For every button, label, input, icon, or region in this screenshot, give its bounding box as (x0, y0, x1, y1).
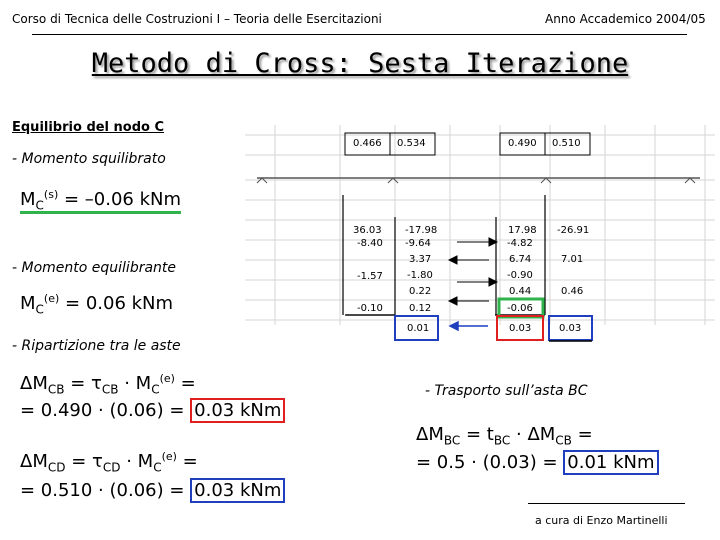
cell-d-2: 7.01 (561, 254, 584, 265)
cell-a-0: 36.03 (353, 225, 382, 236)
result-b: 0.01 (407, 323, 430, 334)
cell-c-2: 6.74 (509, 254, 532, 265)
academic-year: Anno Accademico 2004/05 (545, 12, 706, 26)
header-divider (32, 34, 687, 35)
equation-bc-line1: $\Delta M_{BC} = t_{BC} \cdot \Delta M_{CB}$ = (416, 424, 593, 448)
cell-c-1: -4.82 (507, 238, 533, 249)
cell-b-0: -17.98 (405, 225, 438, 236)
df-2: 0.534 (397, 138, 426, 149)
equation-momento-equilibrante: $M_C^{(e)} = 0.06$ kNm (20, 292, 174, 317)
result-cd: 0.03 (559, 323, 582, 334)
label-trasporto: - Trasporto sull’asta BC (425, 383, 588, 399)
cell-c-0: 17.98 (508, 225, 537, 236)
page-title: Metodo di Cross: Sesta Iterazione (91, 48, 629, 79)
cross-table-svg (245, 125, 715, 350)
equation-momento-squilibrato: $M_C^{(s)} = -0.06$ kNm (20, 188, 182, 213)
course-header: Corso di Tecnica delle Costruzioni I – Teoria delle Esercitazioni (12, 12, 382, 26)
cell-c-4: 0.44 (509, 286, 532, 297)
section-title: Equilibrio del nodo C (12, 120, 165, 135)
cd-result-box: 0.03 kNm (190, 478, 285, 503)
equation-cd-line2: = 0.510 · (0.06) = 0.03 kNm (20, 480, 285, 501)
cross-table-diagram (245, 125, 715, 350)
result-cb: 0.03 (509, 323, 532, 334)
cell-c-3: -0.90 (507, 270, 533, 281)
cell-b-3: -1.80 (407, 270, 433, 281)
cb-result-box: 0.03 kNm (190, 398, 285, 423)
cell-c-5: -0.06 (507, 303, 533, 314)
df-3: 0.490 (508, 138, 537, 149)
label-momento-equilibrante: - Momento equilibrante (12, 260, 177, 276)
cell-b-1: -9.64 (405, 238, 431, 249)
cell-b-5: 0.12 (409, 303, 432, 314)
cell-d-4: 0.46 (561, 286, 584, 297)
equation-cb-line1: $\Delta M_{CB} = \tau_{CB} \cdot M_C^{(e)}$ = (20, 372, 196, 397)
footer-credit: a cura di Enzo Martinelli (535, 514, 668, 527)
cell-a-5: -0.10 (357, 303, 383, 314)
df-1: 0.466 (353, 138, 382, 149)
cell-b-4: 0.22 (409, 286, 432, 297)
cell-a-3: -1.57 (357, 271, 383, 282)
equation-bc-line2: = 0.5 · (0.03) = 0.01 kNm (416, 452, 659, 473)
cell-d-0: -26.91 (557, 225, 590, 236)
cell-a-1: -8.40 (357, 238, 383, 249)
equation-cb-line2: = 0.490 · (0.06) = 0.03 kNm (20, 400, 285, 421)
bc-result-box: 0.01 kNm (563, 450, 658, 475)
label-momento-squilibrato: - Momento squilibrato (12, 151, 166, 167)
cell-b-2: 3.37 (409, 254, 432, 265)
equation-cd-line1: $\Delta M_{CD} = \tau_{CD} \cdot M_C^{(e)}$ = (20, 450, 198, 475)
label-ripartizione: - Ripartizione tra le aste (12, 338, 181, 354)
footer-divider (528, 503, 685, 504)
df-4: 0.510 (552, 138, 581, 149)
